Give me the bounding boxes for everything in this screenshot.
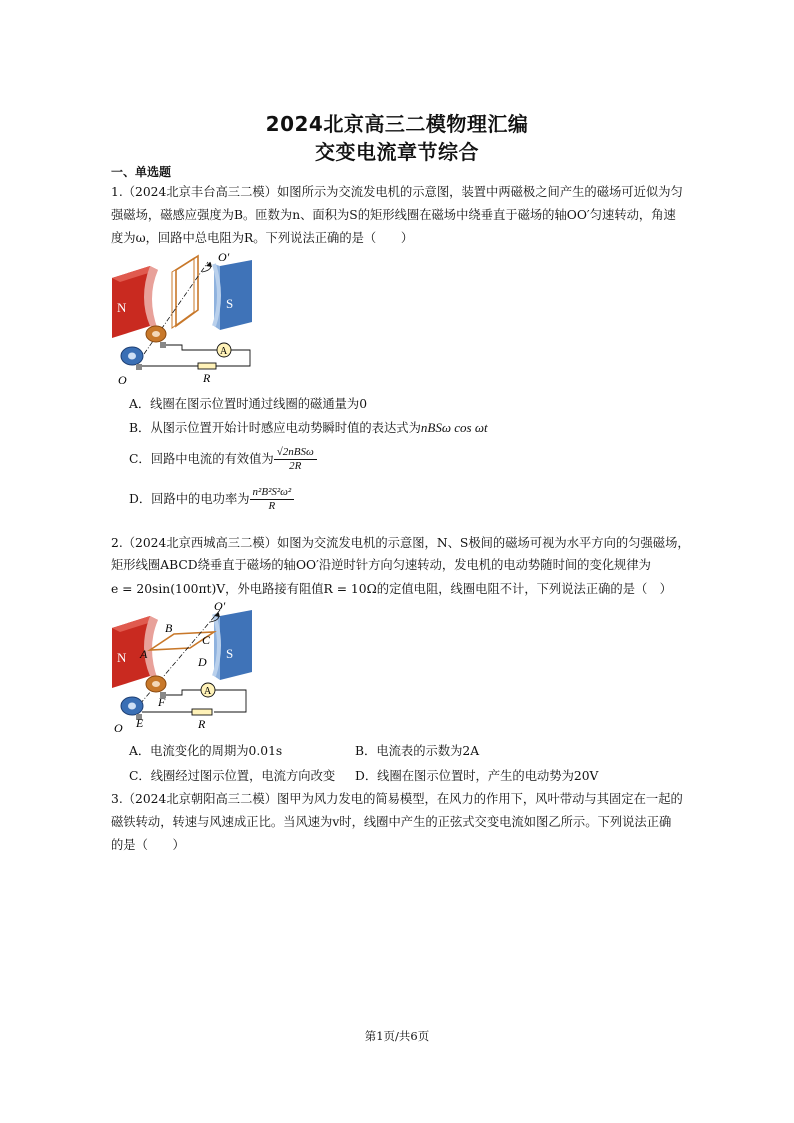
page-subtitle: 交变电流章节综合 [315, 140, 479, 164]
q1-option-b-expr: nBSω cos ωt [420, 420, 488, 435]
q2-text-line2: 矩形线圈ABCD绕垂直于磁场的轴OO′沿逆时针方向匀速转动，发电机的电动势随时间的变化规律为 [111, 558, 651, 572]
q1-fig-n-label: N [117, 300, 127, 315]
q2-fig-s-label: S [226, 646, 234, 661]
q2-fig-o-top-label: O′ [214, 600, 226, 613]
q2-fig-ammeter-label: A [204, 686, 212, 697]
q1-option-d[interactable] [129, 486, 294, 513]
q2-fig-a-label: A [140, 647, 148, 661]
q1-option-b-text: B．从图示位置开始计时感应电动势瞬时值的表达式为 [129, 421, 421, 435]
q1-option-c-numerator: √2nBSω [274, 446, 317, 460]
q2-option-a[interactable]: A．电流变化的周期为0.01s [129, 744, 283, 758]
q1-fig-resistor-label: R [203, 371, 211, 385]
q1-option-c[interactable] [129, 446, 317, 473]
q1-text-line3: 度为ω，回路中总电阻为R。下列说法正确的是（ ） [111, 231, 414, 245]
q2-fig-f-label: F [158, 695, 166, 709]
q1-option-d-text: D．回路中的电功率为 [129, 492, 250, 506]
q1-option-d-denominator: R [268, 500, 276, 512]
q1-generator-figure [110, 250, 260, 390]
q2-option-b[interactable]: B．电流表的示数为2A [355, 744, 480, 758]
q2-option-c[interactable]: C．线圈经过图示位置，电流方向改变 [129, 769, 336, 783]
q2-generator-figure [110, 600, 260, 740]
q3-text-line3: 的是（ ） [111, 838, 185, 852]
q2-fig-e-label: E [136, 716, 144, 730]
q1-option-a[interactable]: A．线圈在图示位置时通过线圈的磁通量为0 [129, 397, 368, 411]
q1-fig-o-bottom-label: O [118, 373, 127, 387]
section-heading: 一、单选题 [111, 165, 172, 179]
q2-fig-c-label: C [202, 633, 211, 647]
q2-text-line3: e = 20sin(100πt)V，外电路接有阻值R = 10Ω的定值电阻，线圈电阻不计，下列说法正确的是（ ） [111, 582, 672, 596]
q2-fig-n-label: N [117, 650, 127, 665]
page-number: 第1页/共6页 [364, 1029, 430, 1043]
q2-fig-d-label: D [198, 655, 207, 669]
q1-text-line1: 1.（2024北京丰台高三二模）如图所示为交流发电机的示意图，装置中两磁极之间产生的磁场可近似为匀 [111, 185, 683, 199]
q2-fig-o-bottom-label: O [114, 721, 123, 735]
q1-fig-o-top-label: O′ [218, 250, 230, 264]
q2-option-d[interactable]: D．线圈在图示位置时，产生的电动势为20V [355, 769, 599, 783]
q1-option-d-fraction [250, 486, 295, 513]
q1-text-line2: 强磁场，磁感应强度为B。匝数为n、面积为S的矩形线圈在磁场中绕垂直于磁场的轴OO′匀速转动，角速 [111, 208, 676, 222]
q3-text-line2: 磁铁转动，转速与风速成正比。当风速为v时，线圈中产生的正弦式交变电流如图乙所示。下列说法正确 [111, 815, 672, 829]
q3-text-line1: 3.（2024北京朝阳高三二模）图甲为风力发电的简易模型，在风力的作用下，风叶带动与其固定在一起的 [111, 792, 683, 806]
q1-option-d-numerator: n²B²S²ω² [250, 486, 295, 500]
q1-option-b[interactable] [129, 418, 488, 436]
q2-fig-b-label: B [165, 621, 173, 635]
page-title: 2024北京高三二模物理汇编 [265, 112, 529, 136]
q1-option-c-fraction [274, 446, 317, 473]
q1-fig-ammeter-label: A [220, 346, 228, 357]
q1-fig-s-label: S [226, 296, 234, 311]
q1-option-c-denominator: 2R [289, 460, 302, 472]
q1-option-c-text: C．回路中电流的有效值为 [129, 452, 274, 466]
q2-text-line1: 2.（2024北京西城高三二模）如图为交流发电机的示意图，N、S极间的磁场可视为水平方向的匀强磁场， [111, 536, 690, 550]
q2-fig-resistor-label: R [198, 717, 206, 731]
